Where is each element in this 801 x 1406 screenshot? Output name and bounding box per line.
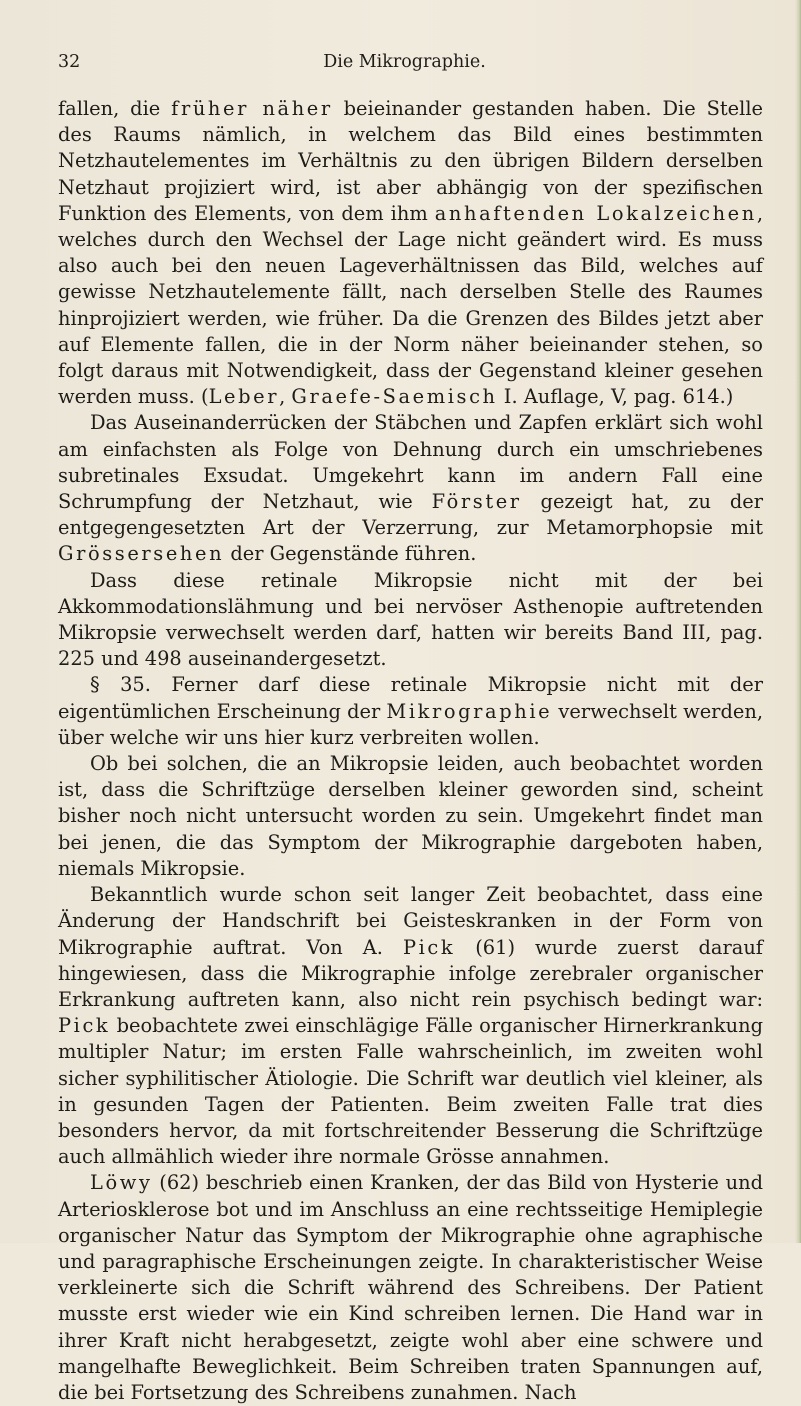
spaced-name: Pick xyxy=(402,935,456,959)
text-run: (62) beschrieb einen Kranken, der das Bild von Hysterie und Arteriosklerose bot und im Anschluss an eine rechtsseitige Hemiplegie organischer Natur das Symptom der Mikrographie ohne agraphische und paragraphische Erscheinungen zeigte. In charakteristischer Weise verkleinerte sich die Schrift während des Schreibens. Der Patient musste erst wieder wie ein Kind schreiben lernen. Die Hand war in ihrer Kraft nicht herabgesetzt, zeigte wohl aber eine schwere und mangelhafte Beweglichkeit. Beim Schreiben traten Spannungen auf, die bei Fortsetzung des Schreibens zunahmen. Nach xyxy=(58,1171,763,1404)
spaced-name: Leber xyxy=(208,385,280,409)
text-run: beobachtete zwei einschlägige Fälle organischer Hirnerkrankung multipler Natur; im ersten Falle wahrscheinlich, im zweiten wohl sicher syphilitischer Ätiologie. Die Schrift war deutlich viel kleiner, als in gesunden Tagen der Patienten. Beim zweiten Falle trat dies besonders hervor, da mit fortschreitender Besserung die Schriftzüge auch allmählich wieder ihre normale Grösse annahmen. xyxy=(58,1014,763,1169)
spaced-name: Pick xyxy=(58,1014,111,1038)
paragraph xyxy=(58,568,763,673)
paragraph xyxy=(58,96,763,410)
text-run: fallen, die xyxy=(58,97,172,120)
text-run: der Gegenstände führen. xyxy=(224,542,477,566)
spaced-name: Mikrographie xyxy=(386,699,553,723)
text-run: (61) wurde zuerst darauf hingewiesen, dass die Mikrographie infolge zerebraler organischer Erkrankung auftreten kann, also nicht rein psychisch bedingt war: xyxy=(58,935,763,1011)
page-header xyxy=(58,48,751,76)
paragraph xyxy=(58,1170,763,1406)
text-run: gezeigt hat, zu der entgegengesetzten Art der Verzerrung, zur Metamorphopsie mit xyxy=(58,490,763,540)
text-run: Das Auseinanderrücken der Stäbchen und Zapfen erklärt sich wohl am einfachsten als Folge von Dehnung durch ein umschriebenes subretinales Exsudat. Umgekehrt kann im andern Fall eine Schrumpfung der Netzhaut, wie xyxy=(58,411,763,514)
text-run: beieinander gestanden haben. Die Stelle des Raums nämlich, in welchem das Bild eines bestimmten Netzhautelementes im Verhältnis zu den übrigen Bildern derselben Netzhaut projiziert wird, ist aber abhängig von der spezifischen Funktion des Elements, von dem ihm xyxy=(58,97,763,225)
page-number: 32 xyxy=(58,52,81,72)
spaced-name: Graefe-Saemisch xyxy=(291,385,498,409)
text-run: , xyxy=(279,385,292,409)
text-run: Bekanntlich wurde schon seit langer Zeit beobachtet, dass eine Änderung der Handschrift bei Geisteskranken in der Form von Mikrographie auftrat. Von A. xyxy=(58,883,763,959)
paragraph xyxy=(58,882,763,1170)
paragraph xyxy=(58,672,763,751)
spaced-name: früher näher xyxy=(171,97,333,120)
spaced-name: Förster xyxy=(431,490,522,514)
paragraph xyxy=(58,410,763,567)
spaced-name: anhaftenden Lokalzeichen xyxy=(434,201,757,225)
running-title: Die Mikrographie. xyxy=(323,52,486,72)
text-run: § 35. Ferner darf diese retinale Mikropsie nicht mit der eigentümlichen Erscheinung der xyxy=(58,673,763,723)
spaced-name: Löwy xyxy=(90,1171,153,1195)
page-edge-shadow xyxy=(795,0,801,1243)
text-run: Ob bei solchen, die an Mikropsie leiden, auch beobachtet worden ist, dass die Schriftzüge derselben kleiner geworden sind, scheint bisher noch nicht untersucht worden zu sein. Umgekehrt findet man bei jenen, die das Symptom der Mikrographie dargeboten haben, niemals Mikropsie. xyxy=(58,752,763,880)
text-run: , welches durch den Wechsel der Lage nicht geändert wird. Es muss also auch bei den neuen Lageverhältnissen das Bild, welches auf gewisse Netzhautelemente fällt, nach derselben Stelle des Raumes hinprojiziert werden, wie früher. Da die Grenzen des Bildes jetzt aber auf Elemente fallen, die in der Norm näher beieinander stehen, so folgt daraus mit Notwendigkeit, dass der Gegenstand kleiner gesehen werden muss. ( xyxy=(58,201,763,409)
text-run: I. Auflage, V, pag. 614.) xyxy=(497,385,734,409)
text-run: verwechselt werden, über welche wir uns hier kurz verbreiten wollen. xyxy=(58,699,763,749)
spaced-name: Grössersehen xyxy=(58,542,225,566)
text-run: Dass diese retinale Mikropsie nicht mit der bei Akkommodationslähmung und bei nervöser Asthenopie auftretenden Mikropsie verwechselt werden darf, hatten wir bereits Band III, pag. 225 und 498 auseinandergesetzt. xyxy=(58,568,763,671)
body-text xyxy=(58,96,763,1406)
paragraph xyxy=(58,751,763,882)
